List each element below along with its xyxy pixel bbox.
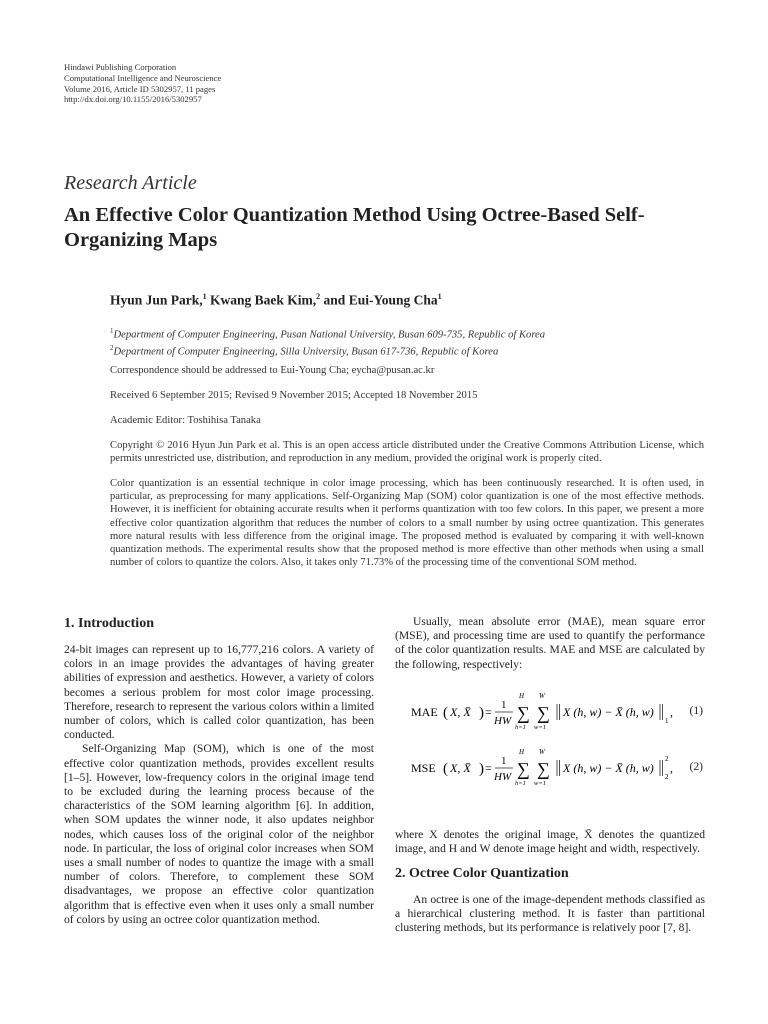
correspondence: Correspondence should be addressed to Eui-Young Cha; eycha@pusan.ac.kr xyxy=(110,365,435,376)
eq1-sum1-upper: H xyxy=(519,692,525,700)
svg-text:∑: ∑ xyxy=(537,759,550,779)
eq1-sum2-upper: W xyxy=(539,692,545,700)
author-1: Hyun Jun Park, xyxy=(110,292,203,308)
svg-text:=: = xyxy=(485,705,492,719)
equation-mse xyxy=(395,748,705,788)
affiliation-2: $^2$Department of Computer Engineering, Silla University, Busan 617-736, Republic of Korea xyxy=(110,343,499,358)
paragraph: Self-Organizing Map (SOM), which is one of the most effective color quantization methods, provides excellent results [1–5]. However, low-frequency colors in the original image tend to be excluded during the learning process because of the characteristics of the SOM learning algorithm [6]. In addition, when SOM updates the winner node, it also updates neighbor nodes, which causes loss of the original color of the neighbor node. In particular, the loss of original color increases when SOM uses a small number of nodes to quantize the image with a small number of colors. Therefore, to complement these SOM disadvantages, we propose an effective color quantization algorithm that is effective even when it uses only a small number of colors by using an octree color quantization method. xyxy=(64,742,374,926)
eq1-sum1-lower: h=1 xyxy=(515,724,526,731)
abstract: Color quantization is an essential technique in color image processing, which has been continuously researched. It is often used, in particular, as preprocessing for many applications. Self-Organizing Map (SOM) color quantization is one of the most effective methods. However, it is inefficient for obtaining accurate results when it performs quantization with too few colors. In this paper, we present a more effective color quantization algorithm that reduces the number of colors to a small number by using octree quantization. This generates more natural results with less difference from the original image. The proposed method is evaluated by comparing it with well-known quantization methods. The experimental results show that the proposed method is more effective than other methods when using a small number of colors to quantize the colors. Also, it takes only 71.73% of the processing time of the conventional SOM method. xyxy=(110,478,704,569)
equation-mae xyxy=(395,692,705,732)
author-list xyxy=(110,292,442,309)
equation-number-2: (2) xyxy=(689,760,703,773)
eq2-sum1-lower: h=1 xyxy=(515,780,526,787)
volume-info: Volume 2016, Article ID 5302957, 11 pages xyxy=(64,83,216,94)
svg-text:,: , xyxy=(670,761,673,775)
section-heading-octree: 2. Octree Color Quantization xyxy=(395,866,569,881)
eq2-frac-den: HW xyxy=(494,771,512,783)
author-2: Kwang Baek Kim, xyxy=(206,292,317,308)
paragraph: An octree is one of the image-dependent methods classified as a hierarchical clustering method. It is faster than partitional clustering methods, but its performance is relatively poor [7, 8]. xyxy=(395,893,705,935)
paragraph: Usually, mean absolute error (MAE), mean square error (MSE), and processing time are used to quantify the performance of the color quantization results. MAE and MSE are calculated by the following, respectively: xyxy=(395,615,705,671)
eq2-body: X (h, w) − X̄ (h, w) xyxy=(563,761,654,775)
paragraph: 24-bit images can represent up to 16,777,216 colors. A variety of colors in an image provides the advantages of having greater abilities of expression and aesthetics. However, a variety of colors becomes a serious problem for most color image processing. Therefore, research to represent the various colors within a limited number of colors, which is called color quantization, has been conducted. xyxy=(64,643,374,742)
eq1-args: X, X̄ xyxy=(450,705,471,719)
svg-text:∑: ∑ xyxy=(537,703,550,723)
eq2-sub: 2 xyxy=(665,773,669,781)
svg-text:(: ( xyxy=(443,761,448,777)
metrics-paragraph xyxy=(395,615,705,672)
svg-text:): ) xyxy=(479,761,484,777)
where-paragraph xyxy=(395,828,705,856)
equation-number-1: (1) xyxy=(689,704,703,717)
eq2-sum2-lower: w=1 xyxy=(534,780,546,787)
doi-link[interactable]: http://dx.doi.org/10.1155/2016/5302957 xyxy=(64,94,202,105)
svg-text:,: , xyxy=(670,705,673,719)
mae-formula xyxy=(395,692,675,732)
svg-text:∑: ∑ xyxy=(517,759,530,779)
mse-formula xyxy=(395,748,675,788)
affiliation-1: $^1$Department of Computer Engineering, Pusan National University, Busan 609-735, Republic of Korea xyxy=(110,327,546,341)
affiliations xyxy=(110,325,704,358)
eq2-args: X, X̄ xyxy=(450,761,471,775)
section-heading-introduction: 1. Introduction xyxy=(64,616,154,631)
eq1-sum2-lower: w=1 xyxy=(534,724,546,731)
svg-text:): ) xyxy=(479,705,484,721)
author-1-affiliation: 1 xyxy=(202,292,207,301)
author-2-affiliation: 2 xyxy=(316,292,321,301)
eq2-sum1-upper: H xyxy=(519,748,525,756)
eq1-body: X (h, w) − X̄ (h, w) xyxy=(563,705,654,719)
journal-name: Computational Intelligence and Neuroscience xyxy=(64,72,222,83)
eq1-sub: 1 xyxy=(665,717,669,725)
eq2-sup: 2 xyxy=(665,755,669,763)
publisher: Hindawi Publishing Corporation xyxy=(64,62,177,72)
author-3: and Eui-Young Cha xyxy=(320,292,438,308)
eq2-frac-num: 1 xyxy=(501,755,507,767)
author-3-affiliation: 1 xyxy=(437,292,442,301)
received-dates: Received 6 September 2015; Revised 9 November 2015; Accepted 18 November 2015 xyxy=(110,390,478,401)
eq1-lhs: MAE xyxy=(411,705,438,719)
eq1-frac-num: 1 xyxy=(501,699,507,711)
svg-text:=: = xyxy=(485,761,492,775)
paragraph: where X denotes the original image, X̄ denotes the quantized image, and H and W denote image height and width, respectively. xyxy=(395,828,705,856)
eq1-frac-den: HW xyxy=(494,715,512,727)
academic-editor: Academic Editor: Toshihisa Tanaka xyxy=(110,415,261,426)
svg-text:∑: ∑ xyxy=(517,703,530,723)
eq2-lhs: MSE xyxy=(411,761,436,775)
masthead xyxy=(64,62,221,105)
octree-body xyxy=(395,893,705,936)
copyright-notice: Copyright © 2016 Hyun Jun Park et al. This is an open access article distributed under the Creative Commons Attribution License, which permits unrestricted use, distribution, and reproduction in any medium, provided the original work is properly cited. xyxy=(110,440,704,465)
eq2-sum2-upper: W xyxy=(539,748,545,756)
paper-title: An Effective Color Quantization Method Using Octree-Based Self-Organizing Maps xyxy=(64,204,645,251)
svg-text:(: ( xyxy=(443,705,448,721)
article-type: Research Article xyxy=(64,172,197,194)
introduction-body xyxy=(64,643,374,927)
